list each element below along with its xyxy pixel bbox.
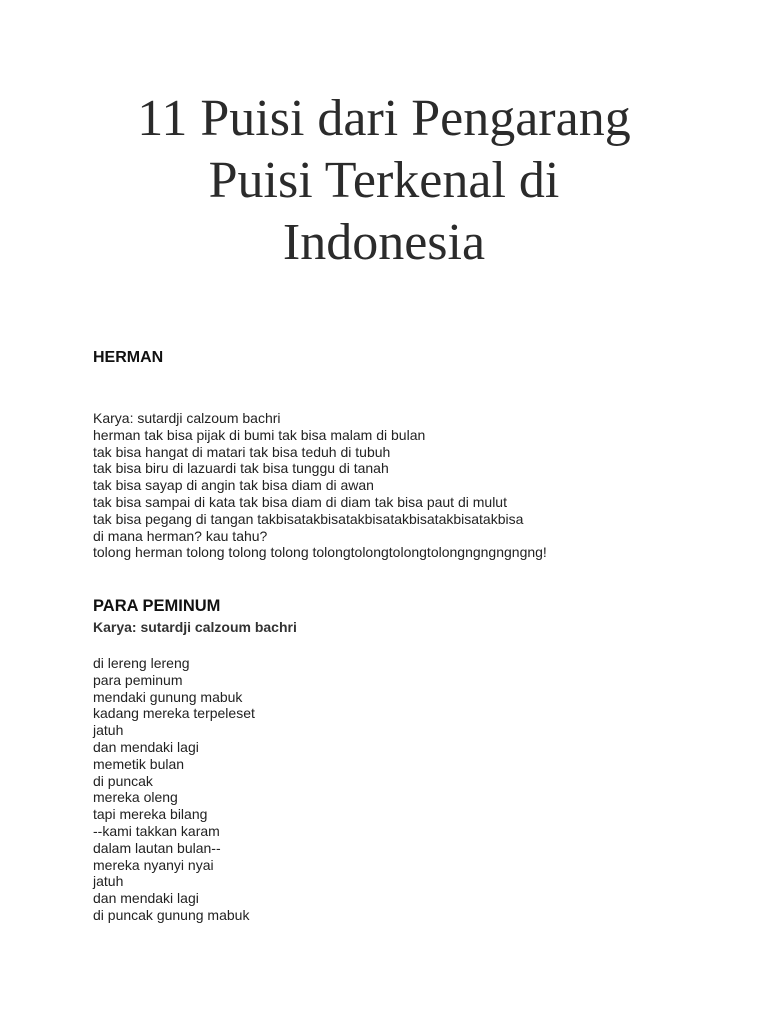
title-line: Indonesia	[282, 214, 486, 271]
poem-line: tak bisa sampai di kata tak bisa diam di diam tak bisa paut di mulut	[93, 493, 507, 510]
poem-body-herman	[93, 410, 547, 561]
poem-line: dan mendaki lagi	[93, 890, 199, 907]
poem-line: tak bisa pegang di tangan takbisatakbisatakbisatakbisatakbisatakbisa	[93, 510, 524, 527]
poem-heading-herman: HERMAN	[93, 349, 164, 366]
poem-line: mendaki gunung mabuk	[93, 688, 243, 705]
poem-line: tak bisa hangat di matari tak bisa teduh di tubuh	[93, 443, 391, 460]
poem-line: di puncak	[93, 772, 153, 789]
poem-line: tak bisa sayap di angin tak bisa diam di awan	[93, 477, 374, 494]
poem-body-para-peminum	[93, 655, 255, 924]
poem-author: Karya: sutardji calzoum bachri	[93, 619, 297, 635]
poem-line: tapi mereka bilang	[93, 806, 208, 823]
poem-line: tak bisa biru di lazuardi tak bisa tunggu di tanah	[93, 460, 389, 477]
poem-line: jatuh	[93, 873, 124, 890]
poem-line: Karya: sutardji calzoum bachri	[93, 410, 281, 426]
document-title	[60, 88, 708, 274]
poem-line: jatuh	[93, 722, 124, 739]
poem-heading-para-peminum: PARA PEMINUM	[93, 597, 221, 615]
poem-line: kadang mereka terpeleset	[93, 705, 255, 722]
poem-line: --kami takkan karam	[93, 822, 220, 839]
poem-line: dalam lautan bulan--	[93, 839, 221, 856]
poem-line: mereka nyanyi nyai	[93, 856, 214, 873]
poem-line: di puncak gunung mabuk	[93, 906, 250, 923]
poem-line: memetik bulan	[93, 755, 185, 772]
title-line: 11 Puisi dari Pengarang	[137, 90, 631, 147]
poem-line: para peminum	[93, 671, 183, 688]
poem-line: di lereng lereng	[93, 655, 190, 671]
poem-line: dan mendaki lagi	[93, 738, 199, 755]
poem-line: herman tak bisa pijak di bumi tak bisa malam di bulan	[93, 426, 426, 443]
poem-line: tolong herman tolong tolong tolong tolongtolongtolongtolongngngngngng!	[93, 544, 547, 561]
poem-line: mereka oleng	[93, 789, 178, 806]
title-line: Puisi Terkenal di	[208, 152, 560, 209]
poem-line: di mana herman? kau tahu?	[93, 527, 268, 544]
